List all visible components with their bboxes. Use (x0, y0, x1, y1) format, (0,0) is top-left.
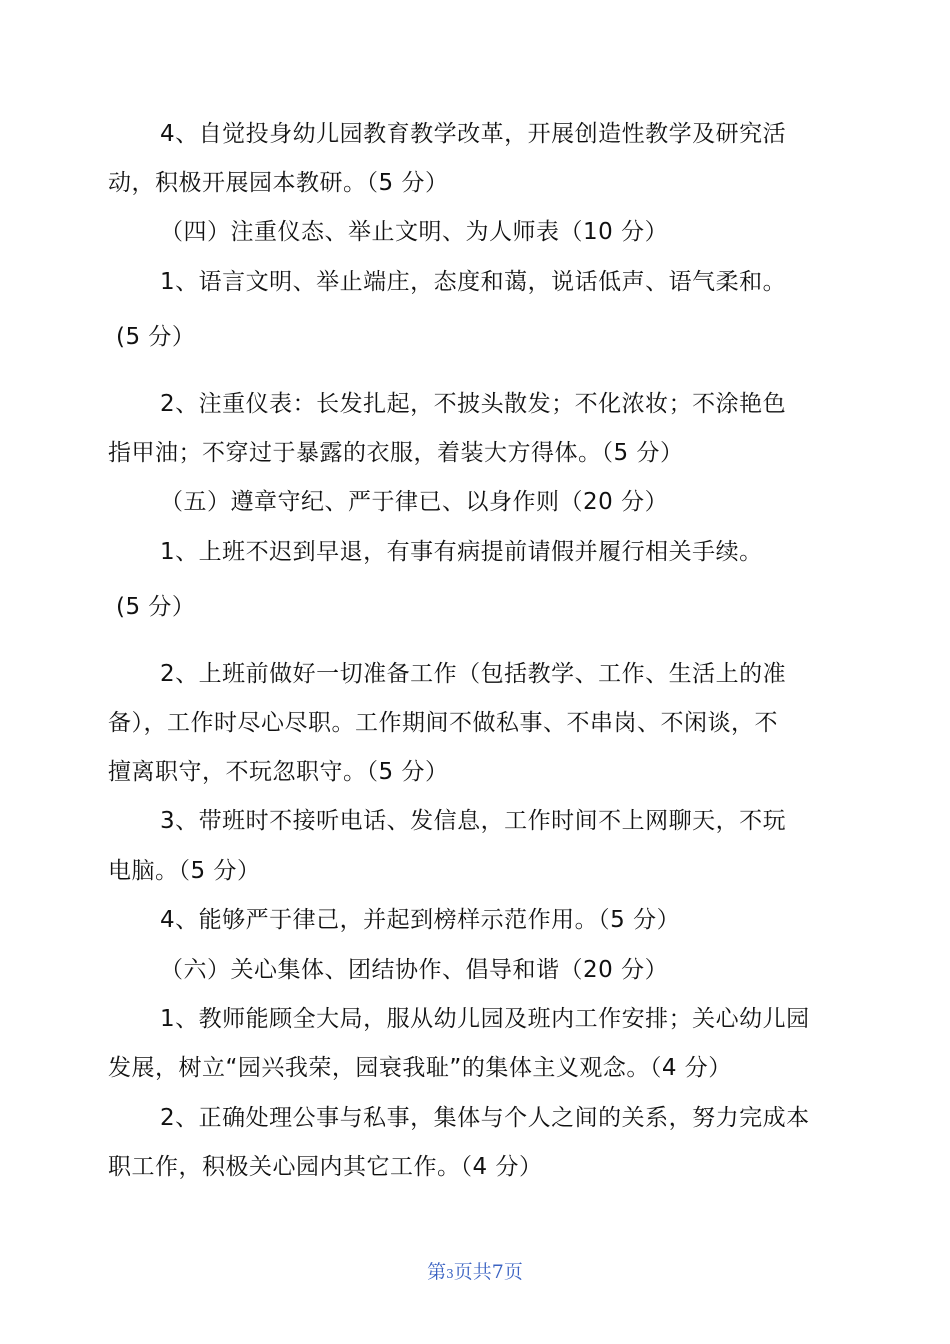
paragraph-line: 2、正确处理公事与私事，集体与个人之间的关系，努力完成本 (160, 1105, 810, 1131)
footer-prefix: 第 (427, 1261, 447, 1283)
score-line: (5 分） (116, 594, 196, 620)
paragraph-line: 动，积极开展园本教研。（5 分） (108, 170, 449, 196)
paragraph-line: 1、教师能顾全大局，服从幼儿园及班内工作安排；关心幼儿园 (160, 1006, 810, 1032)
paragraph-line: 发展，树立“园兴我荣，园衰我耻”的集体主义观念。（4 分） (108, 1055, 732, 1081)
section-heading: （四）注重仪态、举止文明、为人师表（10 分） (160, 219, 669, 245)
footer-total-pages: 7 (491, 1261, 504, 1283)
paragraph-line: 1、上班不迟到早退，有事有病提前请假并履行相关手续。 (160, 539, 763, 565)
paragraph-line: 擅离职守，不玩忽职守。（5 分） (108, 759, 449, 785)
paragraph-line: 1、语言文明、举止端庄，态度和蔼，说话低声、语气柔和。 (160, 269, 787, 295)
paragraph-line: 备），工作时尽心尽职。工作期间不做私事、不串岗、不闲谈，不 (108, 710, 778, 736)
footer-page-number: 3 (446, 1267, 454, 1281)
paragraph-line: 2、注重仪表：长发扎起，不披头散发；不化浓妆；不涂艳色 (160, 391, 787, 417)
section-heading: （五）遵章守纪、严于律已、以身作则（20 分） (160, 489, 669, 515)
paragraph-line: 电脑。（5 分） (108, 858, 261, 884)
paragraph-line: 4、能够严于律己，并起到榜样示范作用。（5 分） (160, 907, 681, 933)
paragraph-line: 2、上班前做好一切准备工作（包括教学、工作、生活上的准 (160, 661, 787, 687)
page-footer (0, 1259, 950, 1287)
footer-suffix: 页 (503, 1261, 523, 1283)
section-heading: （六）关心集体、团结协作、倡导和谐（20 分） (160, 957, 669, 983)
score-line: (5 分） (116, 324, 196, 350)
footer-middle: 页共 (453, 1261, 492, 1283)
paragraph-line: 职工作，积极关心园内其它工作。（4 分） (108, 1154, 543, 1180)
paragraph-line: 3、带班时不接听电话、发信息，工作时间不上网聊天，不玩 (160, 808, 787, 834)
paragraph-line: 指甲油；不穿过于暴露的衣服，着装大方得体。（5 分） (108, 440, 684, 466)
paragraph-line: 4、自觉投身幼儿园教育教学改革，开展创造性教学及研究活 (160, 121, 787, 147)
